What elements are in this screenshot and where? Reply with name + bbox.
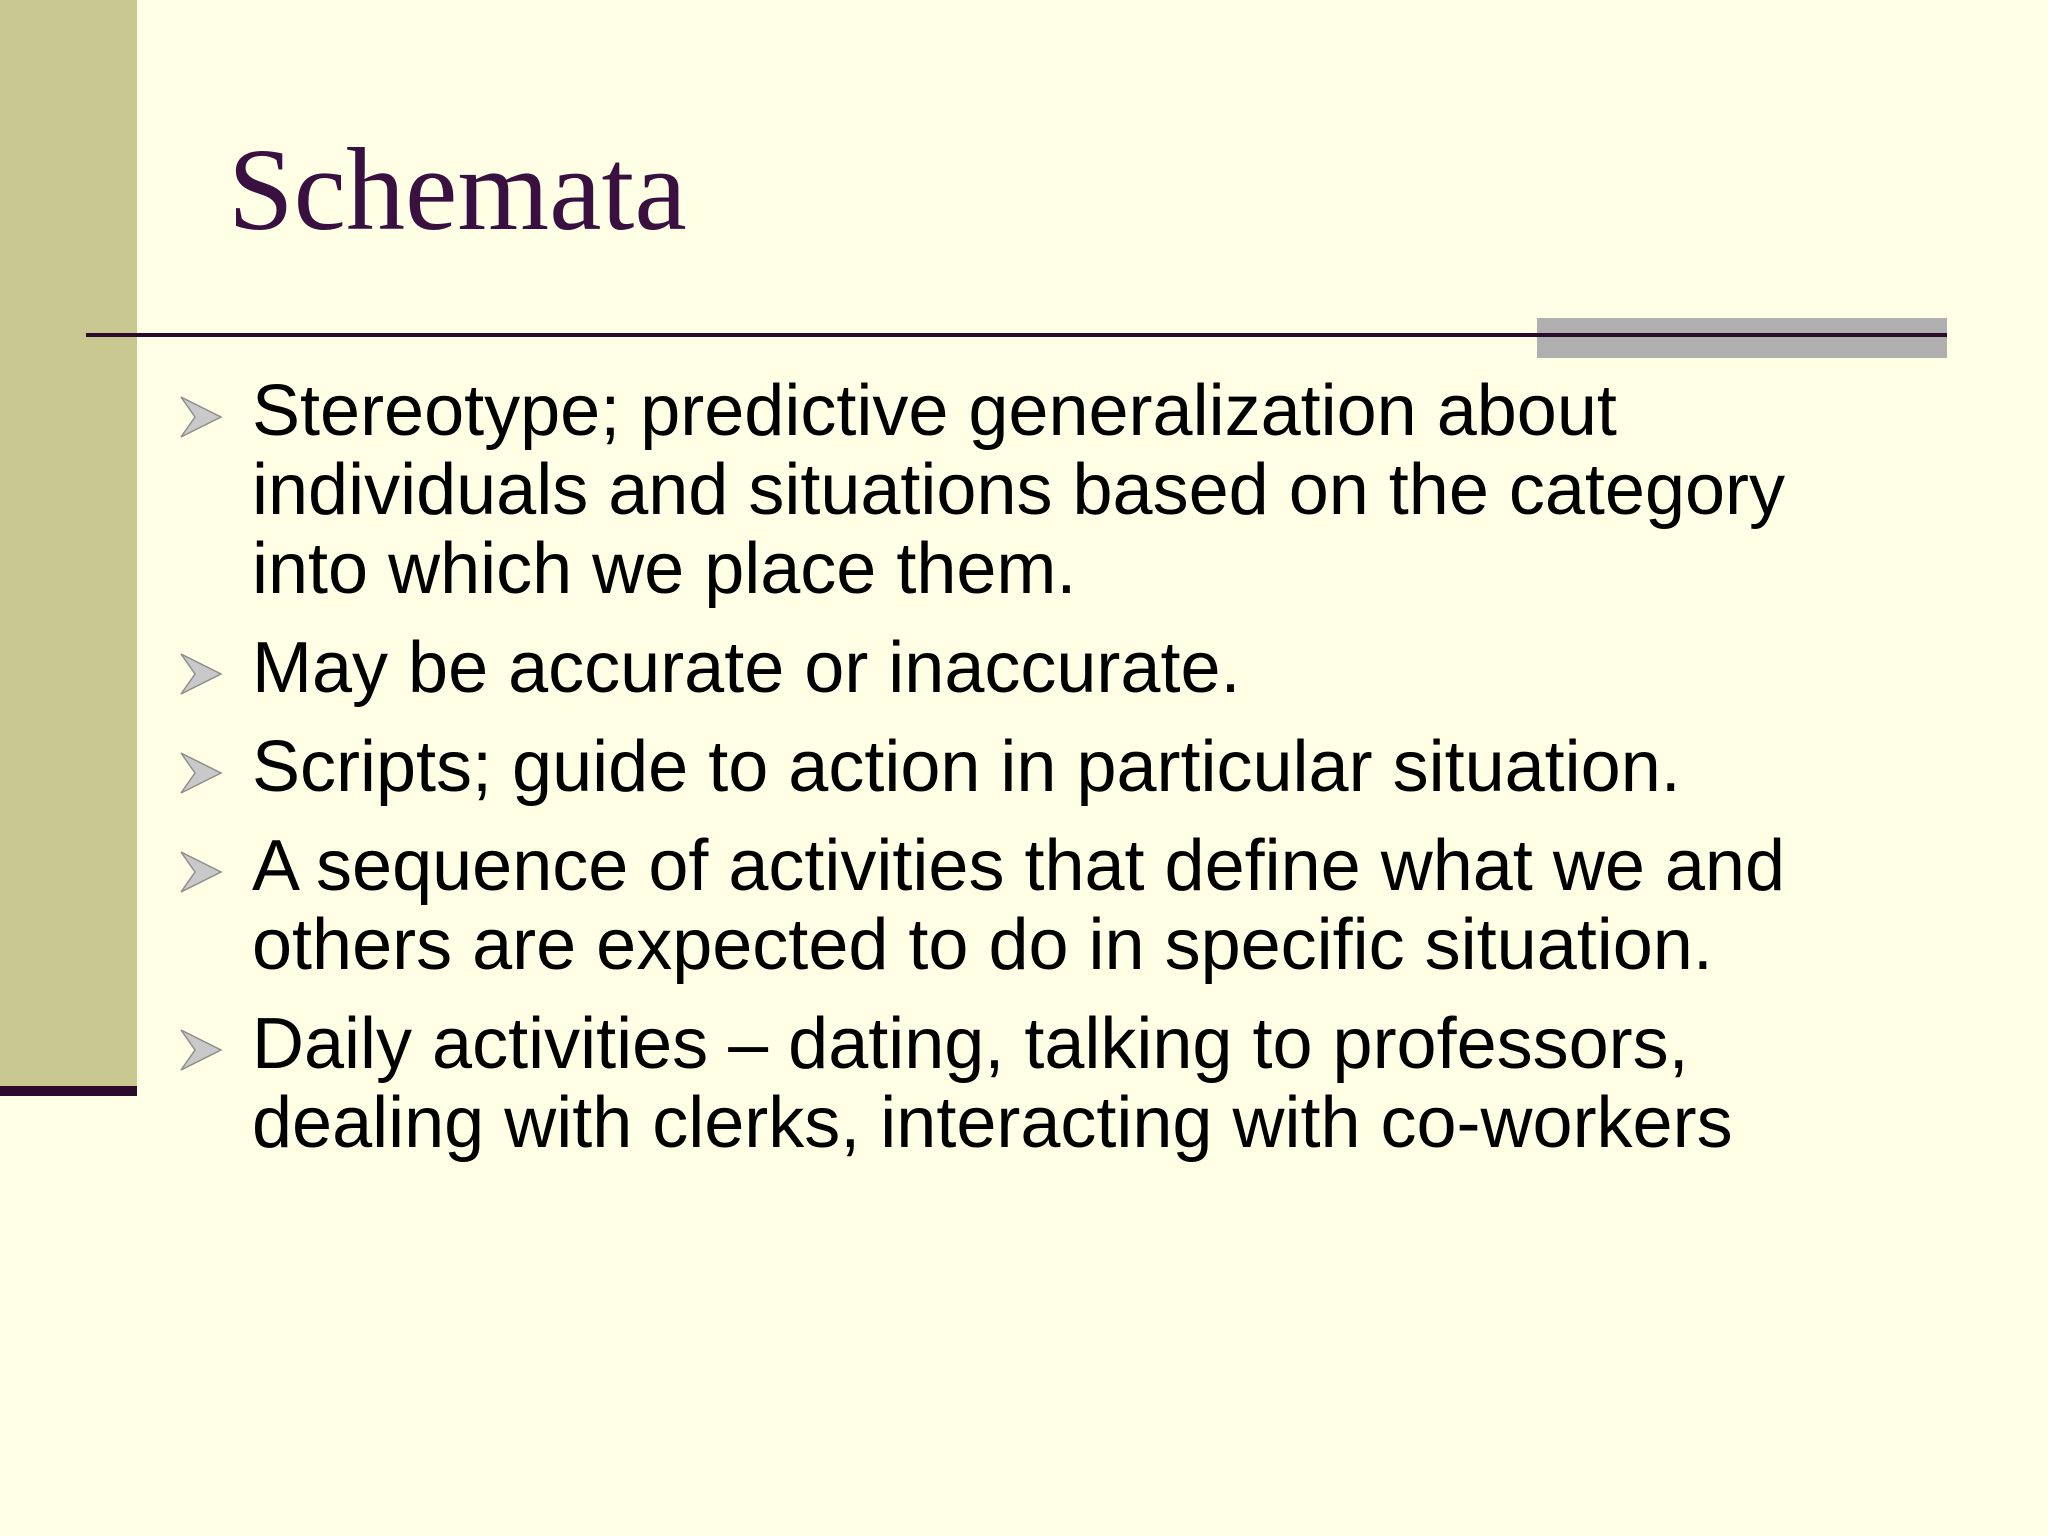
arrow-bullet-icon (178, 394, 224, 440)
bullet-line: Daily activities – dating, talking to professors, (252, 1004, 1689, 1084)
bullet-item (176, 827, 1976, 985)
bullet-line: individuals and situations based on the category (252, 450, 1786, 530)
bullet-line: others are expected to do in specific situation. (252, 905, 1713, 985)
arrow-bullet-icon (178, 750, 224, 796)
bullet-item (176, 728, 1976, 807)
left-accent-bar (0, 0, 137, 1090)
bullet-item (176, 1005, 1976, 1163)
bullet-line: Stereotype; predictive generalization about (252, 371, 1617, 451)
slide-title: Schemata (228, 124, 687, 255)
arrow-bullet-icon (178, 651, 224, 697)
bullet-line: May be accurate or inaccurate. (252, 628, 1241, 708)
bullet-line: Scripts; guide to action in particular situation. (252, 727, 1681, 807)
arrow-bullet-icon (178, 849, 224, 895)
title-rule (86, 333, 1947, 337)
bullet-line: dealing with clerks, interacting with co-workers (252, 1083, 1733, 1163)
bullet-item (176, 629, 1976, 708)
bullet-line: A sequence of activities that define what we and (252, 826, 1785, 906)
bullet-list (176, 372, 1976, 1183)
title-rule-accent (1537, 318, 1947, 358)
bullet-item (176, 372, 1976, 609)
left-accent-bar-underline (0, 1086, 137, 1096)
bullet-line: into which we place them. (252, 529, 1077, 609)
arrow-bullet-icon (178, 1027, 224, 1073)
